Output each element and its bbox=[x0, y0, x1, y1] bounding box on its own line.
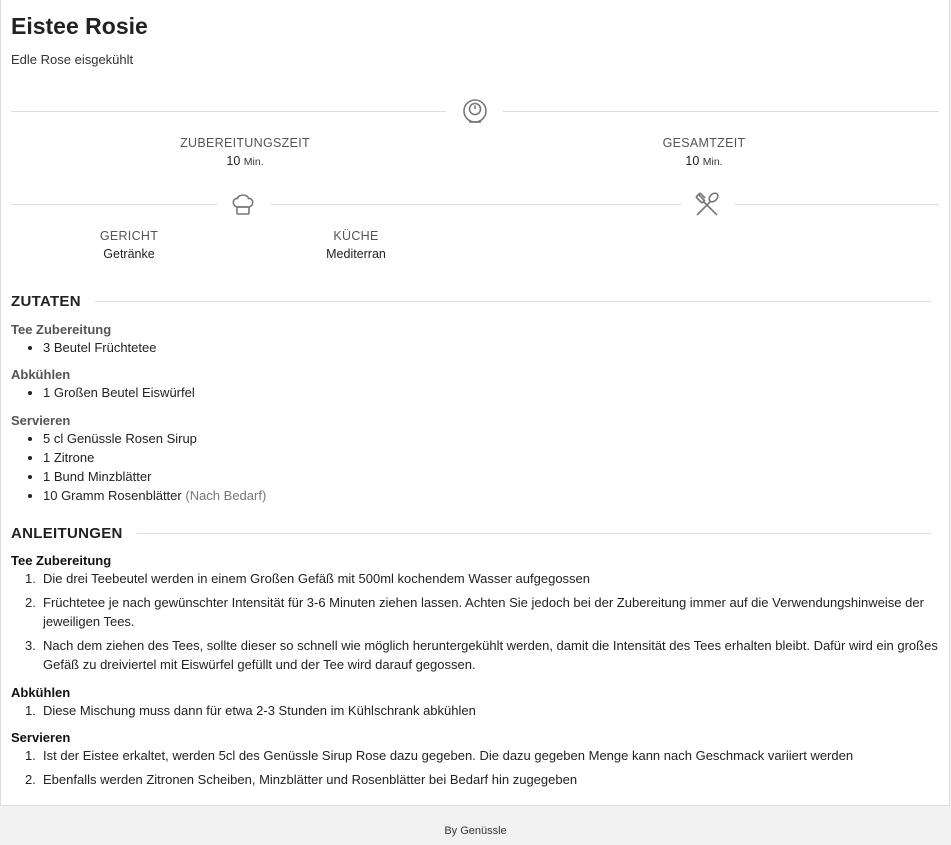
list-item bbox=[11, 383, 195, 402]
divider-line bbox=[271, 204, 681, 205]
ingredient-group-title: Abkühlen bbox=[11, 367, 71, 382]
ingredient-text: 1 Zitrone bbox=[43, 450, 95, 465]
list-item bbox=[11, 467, 266, 486]
prep-time-number: 10 bbox=[226, 154, 241, 168]
list-item bbox=[11, 486, 266, 505]
instruction-group-title: Tee Zubereitung bbox=[11, 553, 112, 568]
divider-line bbox=[11, 111, 446, 112]
instruction-list bbox=[11, 746, 941, 789]
ingredients-heading-text: ZUTATEN bbox=[11, 293, 81, 310]
ingredient-list bbox=[11, 429, 266, 505]
ingredients-heading bbox=[11, 293, 931, 310]
ingredient-text: 1 Bund Minzblätter bbox=[43, 469, 152, 484]
step-number: 2. bbox=[25, 595, 36, 610]
cuisine-label: KÜCHE bbox=[333, 229, 379, 243]
divider-line bbox=[95, 301, 931, 302]
divider-line bbox=[735, 204, 939, 205]
list-item bbox=[11, 701, 941, 720]
total-time-label: GESAMTZEIT bbox=[662, 136, 746, 150]
list-item bbox=[11, 448, 266, 467]
instruction-list bbox=[11, 569, 941, 674]
instructions-heading-text: ANLEITUNGEN bbox=[11, 525, 123, 542]
total-time-value bbox=[604, 154, 804, 168]
list-item bbox=[11, 338, 156, 357]
step-number: 1. bbox=[25, 748, 36, 763]
step-number: 3. bbox=[25, 638, 36, 653]
list-item bbox=[11, 429, 266, 448]
step-text: Nach dem ziehen des Tees, sollte dieser so schnell wie möglich heruntergekühlt werden, damit die Intensität des Tees erhalten bleibt. Dafür wird ein großes Gefäß zu dreiviertel mit Eiswürfel gefüllt und der Tee wird darauf gegossen. bbox=[43, 638, 938, 672]
chef-hat-icon bbox=[228, 189, 258, 219]
divider-line bbox=[503, 111, 939, 112]
instructions-heading bbox=[11, 525, 931, 542]
ingredient-group-title: Servieren bbox=[11, 413, 71, 428]
cuisine bbox=[286, 229, 426, 261]
instruction-group-title: Abkühlen bbox=[11, 685, 71, 700]
prep-time-label: ZUBEREITUNGSZEIT bbox=[180, 136, 310, 150]
list-item bbox=[11, 770, 941, 789]
ingredient-text: 10 Gramm Rosenblätter bbox=[43, 488, 182, 503]
footer-credit: By Genüssle bbox=[444, 825, 507, 837]
step-text: Früchtetee je nach gewünschter Intensität für 3-6 Minuten ziehen lassen. Achten Sie jedoch bei der Zubereitung immer auf die Verwendungshinweise der jeweiligen Tees. bbox=[43, 595, 924, 629]
cutlery-icon bbox=[692, 189, 722, 219]
instruction-group-title: Servieren bbox=[11, 730, 71, 745]
step-text: Ist der Eistee erkaltet, werden 5cl des Genüssle Sirup Rose dazu gegeben. Die dazu gegeben Menge kann nach Geschmack variiert werden bbox=[43, 748, 854, 763]
prep-time bbox=[145, 136, 345, 168]
list-item bbox=[11, 746, 941, 765]
recipe-title: Eistee Rosie bbox=[11, 13, 148, 39]
step-text: Diese Mischung muss dann für etwa 2-3 Stunden im Kühlschrank abkühlen bbox=[43, 703, 476, 718]
divider-line bbox=[137, 533, 931, 534]
ingredient-text: 3 Beutel Früchtetee bbox=[43, 340, 157, 355]
step-text: Die drei Teebeutel werden in einem Großen Gefäß mit 500ml kochendem Wasser aufgegossen bbox=[43, 571, 591, 586]
ingredient-list bbox=[11, 383, 195, 402]
footer bbox=[0, 806, 951, 845]
prep-time-unit: Min. bbox=[243, 156, 264, 168]
ingredient-list bbox=[11, 338, 156, 357]
list-item bbox=[11, 636, 941, 674]
instruction-list bbox=[11, 701, 941, 720]
step-number: 1. bbox=[25, 703, 36, 718]
list-item bbox=[11, 569, 941, 588]
recipe-subtitle: Edle Rose eisgekühlt bbox=[11, 52, 134, 67]
total-time-unit: Min. bbox=[702, 156, 723, 168]
cuisine-value: Mediterran bbox=[326, 247, 386, 261]
timer-icon bbox=[460, 96, 490, 126]
step-text: Ebenfalls werden Zitronen Scheiben, Minzblätter und Rosenblätter bei Bedarf hin zugegeben bbox=[43, 772, 578, 787]
list-item bbox=[11, 593, 941, 631]
ingredient-text: 1 Großen Beutel Eiswürfel bbox=[43, 385, 195, 400]
course-value: Getränke bbox=[103, 247, 155, 261]
divider-line bbox=[11, 204, 217, 205]
course-label: GERICHT bbox=[99, 229, 159, 243]
prep-time-value bbox=[145, 154, 345, 168]
step-number: 2. bbox=[25, 772, 36, 787]
course bbox=[59, 229, 199, 261]
total-time-number: 10 bbox=[685, 154, 700, 168]
step-number: 1. bbox=[25, 571, 36, 586]
ingredient-text: 5 cl Genüssle Rosen Sirup bbox=[43, 431, 197, 446]
total-time bbox=[604, 136, 804, 168]
ingredient-note: (Nach Bedarf) bbox=[185, 488, 267, 503]
ingredient-group-title: Tee Zubereitung bbox=[11, 322, 112, 337]
